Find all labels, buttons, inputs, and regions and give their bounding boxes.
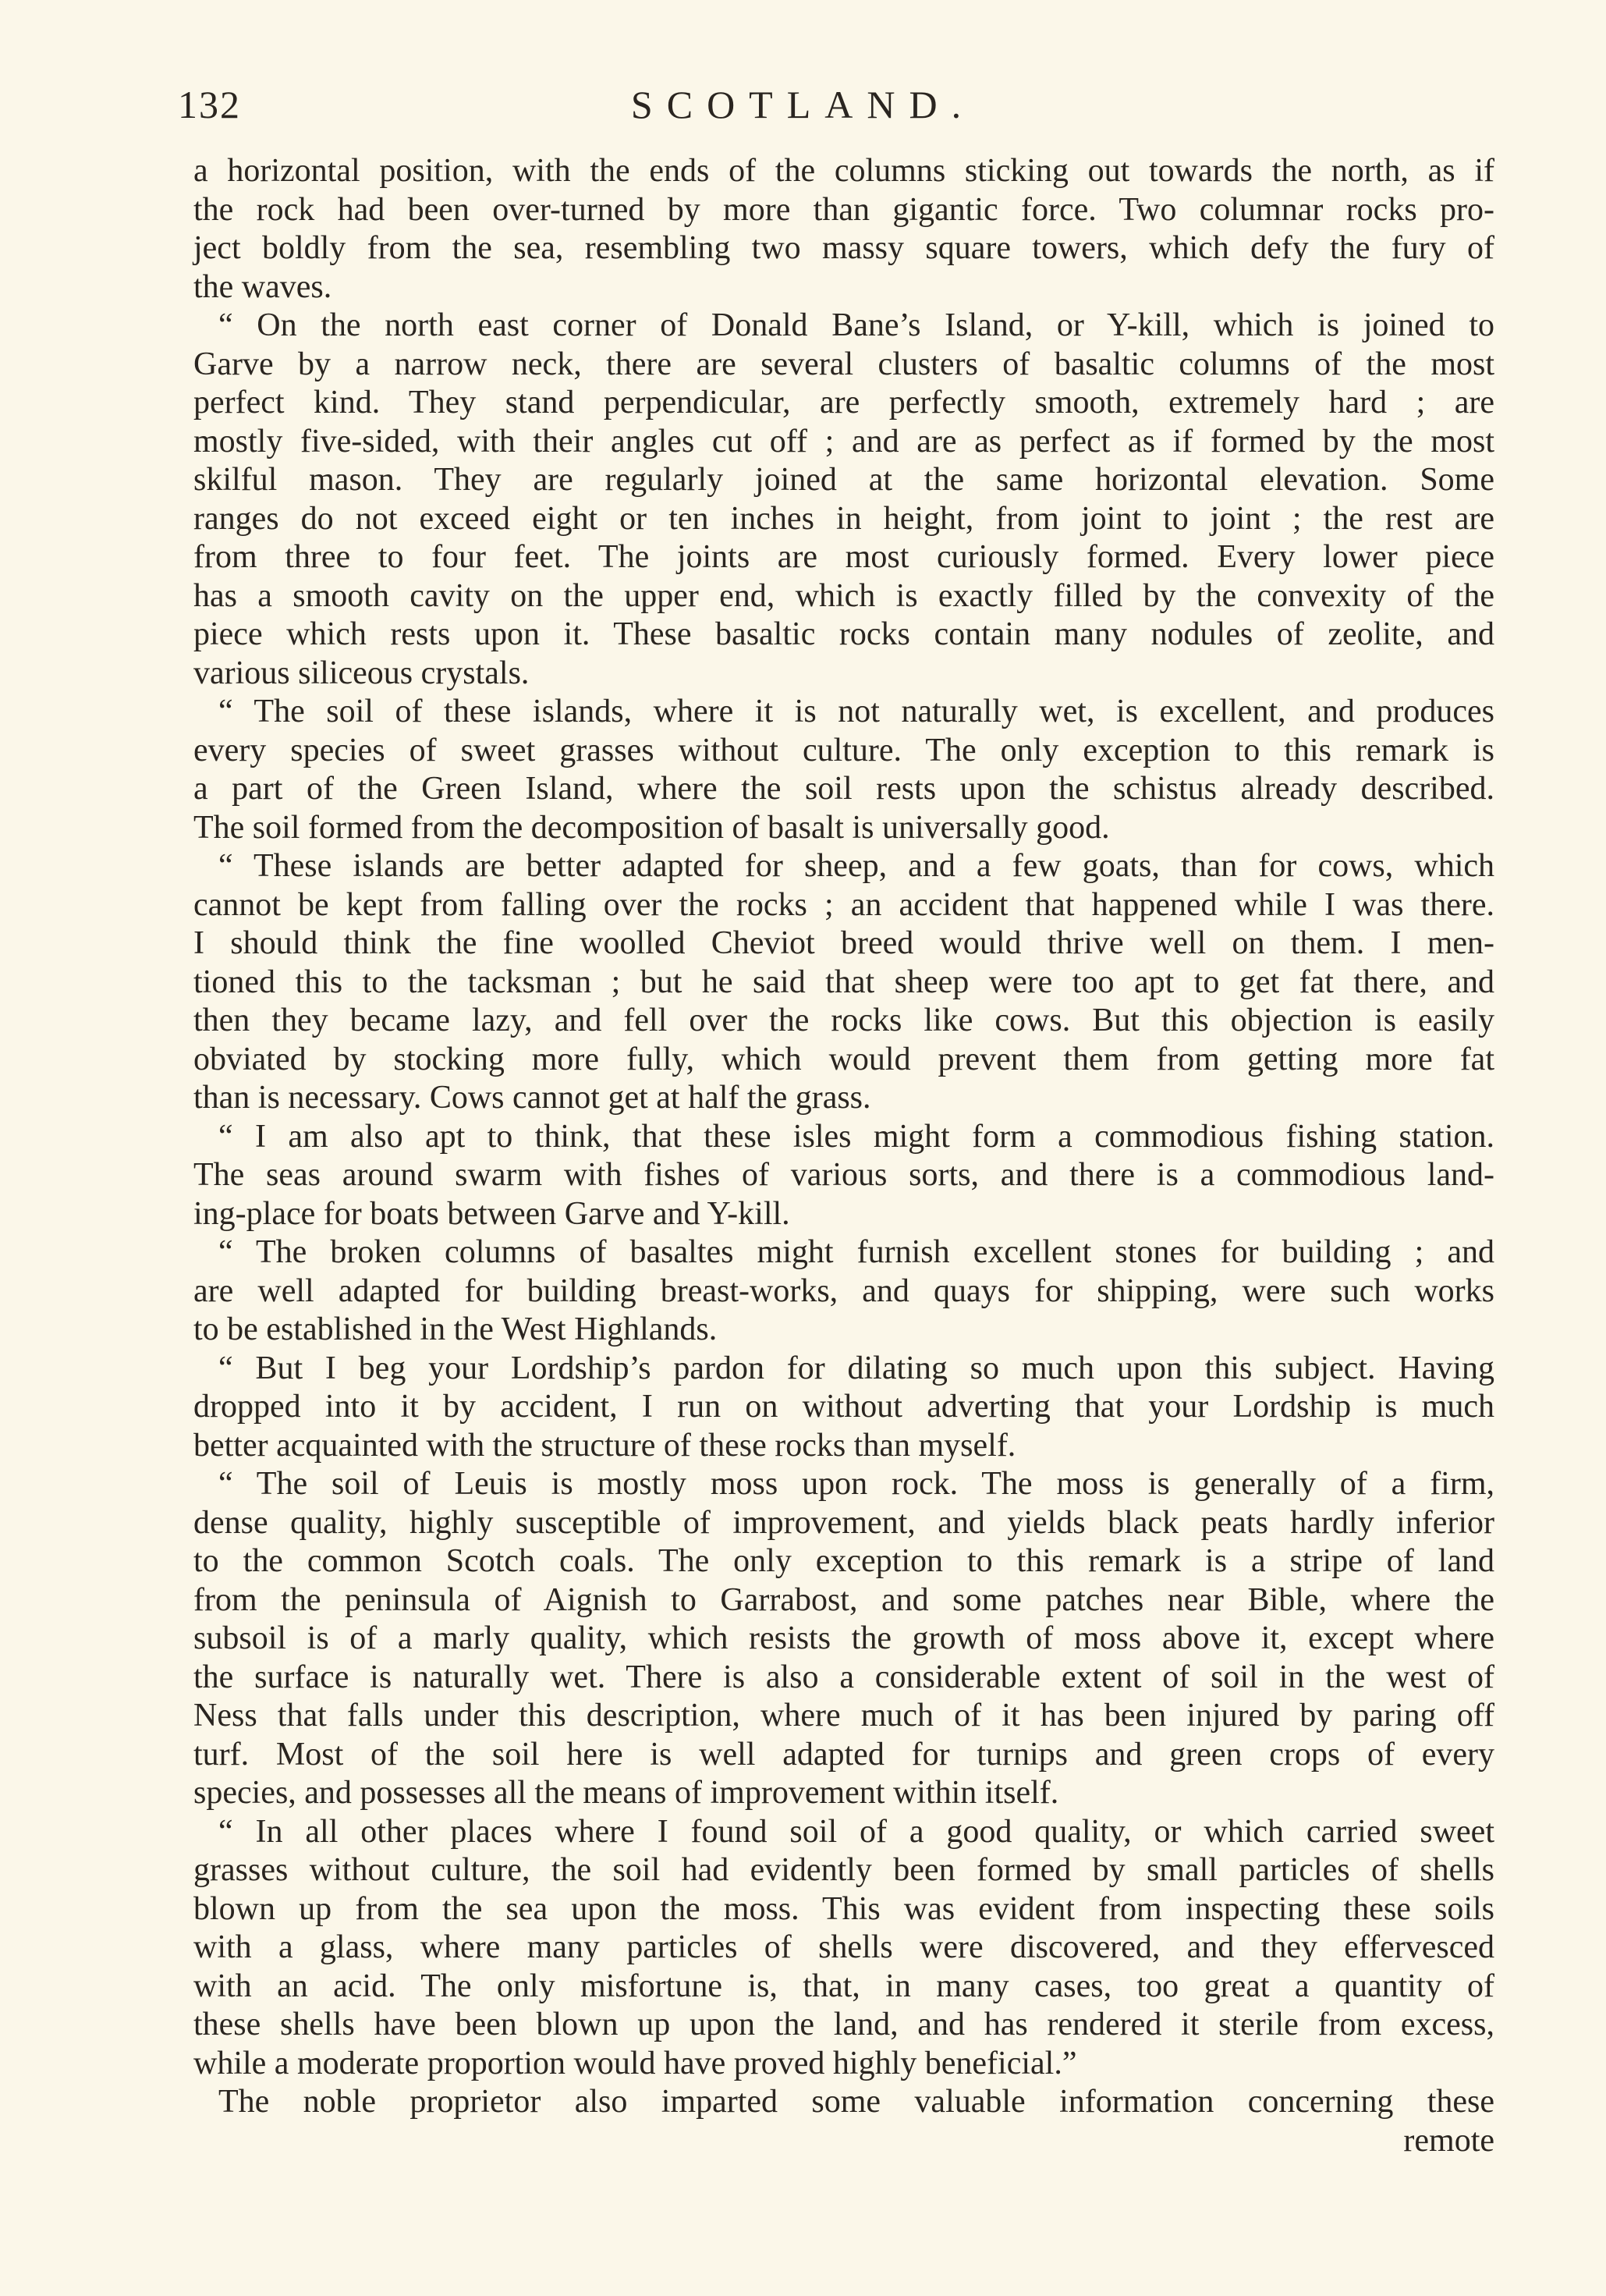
text-line: ranges do not exceed eight or ten inches in height, from joint to joint ; the rest are <box>193 500 1494 537</box>
text-line: then they became lazy, and fell over the rocks like cows. But this objection is easily <box>193 1003 1494 1038</box>
text-line: piece which rests upon it. These basaltic rocks contain many nodules of zeolite, and <box>193 616 1494 652</box>
text-line: blown up from the sea upon the moss. This was evident from inspecting these soils <box>193 1890 1494 1927</box>
text-line: mostly five-sided, with their angles cut off ; and are as perfect as if formed by the most <box>193 423 1494 460</box>
text-line: “ On the north east corner of Donald Bane’s Island, or Y-kill, which is joined to <box>218 307 1494 343</box>
text-line: Ness that falls under this description, where much of it has been injured by paring off <box>193 1698 1494 1734</box>
text-line: with a glass, where many particles of shells were discovered, and they effervesced <box>193 1929 1494 1965</box>
text-line: cannot be kept from falling over the rocks ; an accident that happened while I was there. <box>193 886 1494 923</box>
text-line: The noble proprietor also imparted some valuable information concerning these <box>218 2084 1494 2120</box>
text-line: skilful mason. They are regularly joined at the same horizontal elevation. Some <box>193 462 1494 498</box>
text-line: species, and possesses all the means of improvement within itself. <box>193 1775 1059 1811</box>
text-line: from three to four feet. The joints are most curiously formed. Every lower piece <box>193 539 1494 575</box>
text-line: “ In all other places where I found soil of a good quality, or which carried sweet <box>218 1813 1494 1850</box>
page-number: 132 <box>178 83 241 126</box>
text-line: obviated by stocking more fully, which would prevent them from getting more fat <box>193 1041 1494 1077</box>
text-line: grasses without culture, the soil had evidently been formed by small particles of shells <box>193 1852 1494 1888</box>
text-line: subsoil is of a marly quality, which resists the growth of moss above it, except where <box>193 1620 1494 1656</box>
text-line: dropped into it by accident, I run on without adverting that your Lordship is much <box>193 1389 1494 1425</box>
text-line: Garve by a narrow neck, there are several clusters of basaltic columns of the most <box>193 346 1494 382</box>
text-line: tioned this to the tacksman ; but he said that sheep were too apt to get fat there, and <box>193 963 1494 1000</box>
text-line: The seas around swarm with fishes of various sorts, and there is a commodious land- <box>193 1157 1494 1193</box>
text-line: “ The soil of Leuis is mostly moss upon rock. The moss is generally of a firm, <box>218 1466 1494 1502</box>
text-line: every species of sweet grasses without culture. The only exception to this remark is <box>193 732 1494 768</box>
text-line: ject boldly from the sea, resembling two massy square towers, which defy the fury of <box>193 230 1494 266</box>
text-line: than is necessary. Cows cannot get at half the grass. <box>193 1080 871 1116</box>
text-line: “ The soil of these islands, where it is not naturally wet, is excellent, and produces <box>218 694 1494 729</box>
text-line: turf. Most of the soil here is well adapted for turnips and green crops of every <box>193 1736 1494 1773</box>
running-head: SCOTLAND. <box>630 83 976 126</box>
body-text <box>193 152 1494 2160</box>
text-line: are well adapted for building breast-works, and quays for shipping, were such works <box>193 1272 1494 1309</box>
text-line: these shells have been blown up upon the land, and has rendered it sterile from excess, <box>193 2007 1494 2042</box>
text-line: the waves. <box>193 268 332 305</box>
text-line: various siliceous crystals. <box>193 655 530 691</box>
text-line: “ The broken columns of basaltes might furnish excellent stones for building ; and <box>218 1234 1494 1270</box>
catchword: remote <box>1403 2122 1494 2159</box>
text-line: “ I am also apt to think, that these isles might form a commodious fishing station. <box>218 1118 1494 1155</box>
text-line: to the common Scotch coals. The only exception to this remark is a stripe of land <box>193 1543 1494 1579</box>
text-line: with an acid. The only misfortune is, that, in many cases, too great a quantity of <box>193 1968 1494 2004</box>
text-line: “ These islands are better adapted for sheep, and a few goats, than for cows, which <box>218 848 1494 884</box>
text-line: a horizontal position, with the ends of the columns sticking out towards the north, as if <box>193 153 1494 189</box>
text-line: while a moderate proportion would have proved highly beneficial.” <box>193 2045 1077 2081</box>
text-line: dense quality, highly susceptible of improvement, and yields black peats hardly inferior <box>193 1504 1494 1541</box>
text-line: the surface is naturally wet. There is also a considerable extent of soil in the west of <box>193 1659 1494 1695</box>
text-line: to be established in the West Highlands. <box>193 1311 718 1347</box>
text-line: ing-place for boats between Garve and Y-kill. <box>193 1195 790 1232</box>
text-line: a part of the Green Island, where the soil rests upon the schistus already described. <box>193 771 1494 807</box>
text-line: perfect kind. They stand perpendicular, are perfectly smooth, extremely hard ; are <box>193 385 1494 421</box>
text-line: I should think the fine woolled Cheviot breed would thrive well on them. I men- <box>193 925 1494 961</box>
text-line: The soil formed from the decomposition of basalt is universally good. <box>193 809 1110 846</box>
text-line: “ But I beg your Lordship’s pardon for dilating so much upon this subject. Having <box>218 1350 1494 1386</box>
text-line: has a smooth cavity on the upper end, which is exactly filled by the convexity of the <box>193 577 1494 614</box>
text-line: from the peninsula of Aignish to Garrabost, and some patches near Bible, where the <box>193 1581 1494 1618</box>
text-line: better acquainted with the structure of these rocks than myself. <box>193 1427 1016 1464</box>
text-line: the rock had been over-turned by more than gigantic force. Two columnar rocks pro- <box>193 191 1494 228</box>
